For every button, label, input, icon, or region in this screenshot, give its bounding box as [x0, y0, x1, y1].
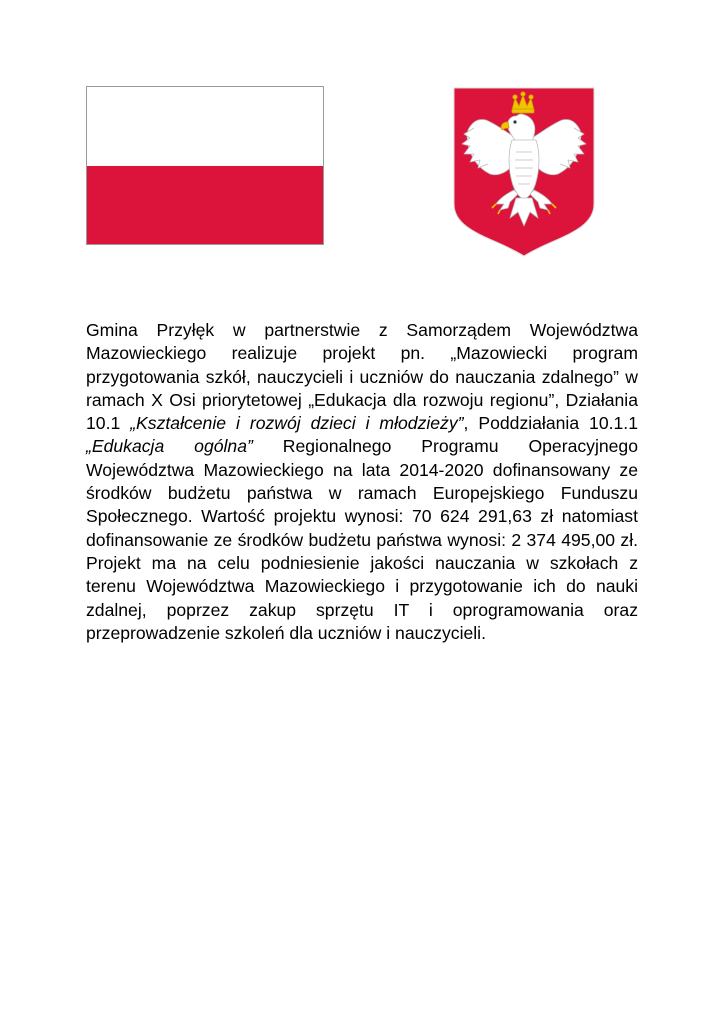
paragraph-italic-1: „Kształcenie i rozwój dzieci i młodzieży” [130, 413, 464, 434]
project-paragraph [86, 319, 638, 645]
paragraph-text-2: , Poddziałania 10.1.1 [463, 413, 638, 434]
flag-red-stripe [87, 166, 323, 245]
flag-white-stripe [87, 87, 323, 166]
crown-icon [512, 92, 534, 113]
paragraph-text-1: Gmina Przyłęk w partnerstwie z Samorządem Województwa Mazowieckiego realizuje projekt pn. „Mazowiecki program przygotowania szkół, nauczycieli i uczniów do nauczania zdalnego” w ramach X Osi priorytetowej „Edukacja dla rozwoju regionu”, Działania 10.1 [86, 320, 638, 434]
polish-flag [86, 86, 324, 245]
project-description [86, 319, 638, 645]
paragraph-italic-2: „Edukacja ogólna” [86, 436, 253, 457]
paragraph-text-3: Regionalnego Programu Operacyjnego Województwa Mazowieckiego na lata 2014-2020 dofinansowany ze środków budżetu państwa w ramach Europejskiego Funduszu Społecznego. Wartość projektu wynosi: 70 624 291,63 zł natomiast dofinansowanie ze środków budżetu państwa wynosi: 2 374 495,00 zł. Projekt ma na celu podniesienie jakości nauczania w szkołach z terenu Województwa Mazowieckiego i przygotowanie ich do nauki zdalnej, poprzez zakup sprzętu IT i oprogramowania oraz przeprowadzenie szkoleń dla uczniów i nauczycieli. [86, 436, 638, 643]
polish-eagle-coat-of-arms-icon [452, 86, 596, 258]
